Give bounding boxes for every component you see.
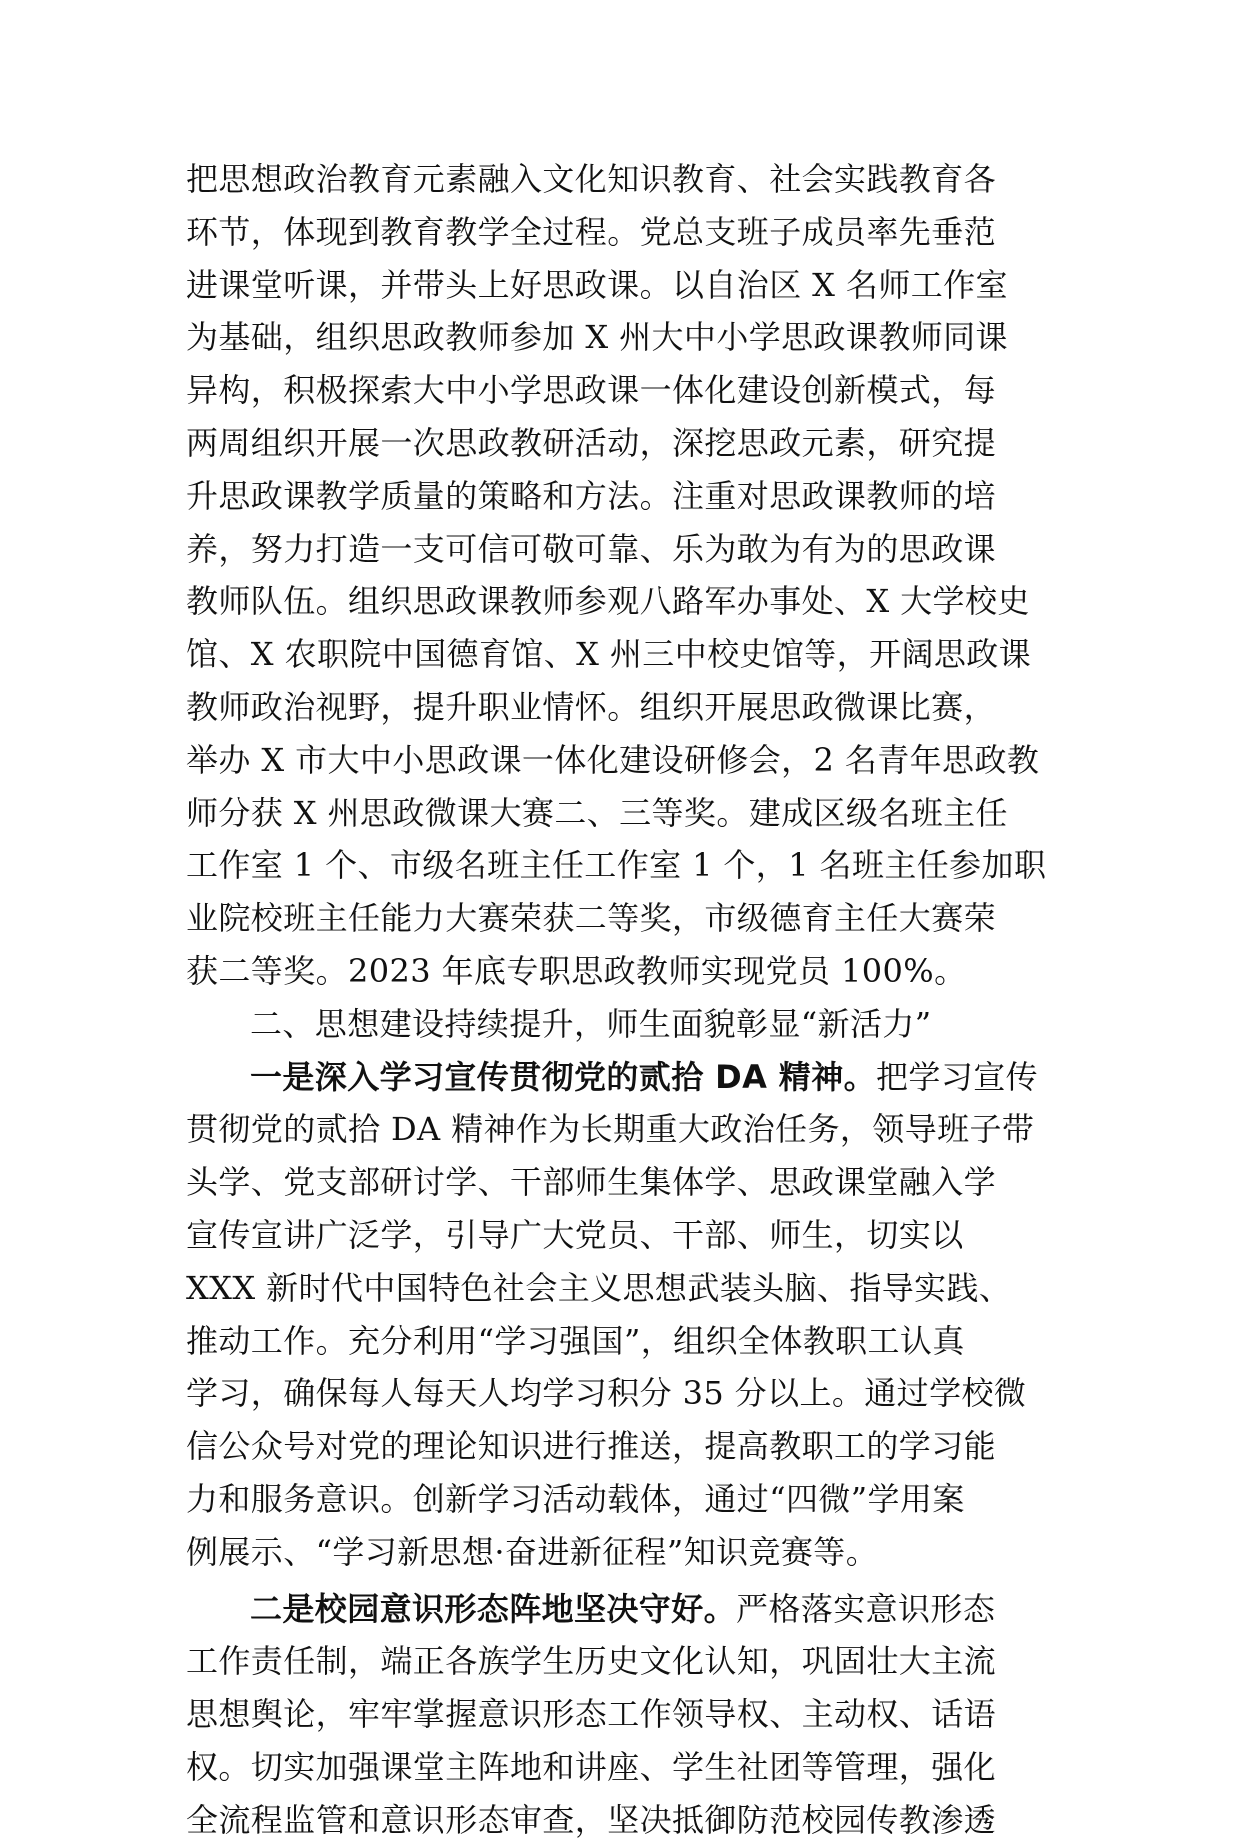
text-line: 进课堂听课，并带头上好思政课。以自治区 X 名师工作室 — [186, 265, 1008, 304]
text-line: 学习，确保每人每天人均学习积分 35 分以上。通过学校微 — [186, 1374, 1027, 1413]
text-line: 例展示、“学习新思想·奋进新征程”知识竞赛等。 — [186, 1532, 879, 1571]
paragraph-2 — [186, 1051, 1052, 1579]
paragraph-lead: 二是校园意识形态阵地坚决守好。 — [250, 1589, 737, 1628]
paragraph-lead-rest: 严格落实意识形态 — [736, 1589, 996, 1628]
paragraph-3 — [186, 1583, 1052, 1847]
text-line: 思想舆论，牢牢掌握意识形态工作领导权、主动权、话语 — [186, 1695, 997, 1734]
text-line: 头学、党支部研讨学、干部师生集体学、思政课堂融入学 — [186, 1163, 997, 1202]
text-line: 教师政治视野，提升职业情怀。组织开展思政微课比赛， — [186, 687, 997, 726]
text-line — [186, 1051, 1052, 1104]
text-line: 权。切实加强课堂主阵地和讲座、学生社团等管理，强化 — [186, 1747, 997, 1786]
text-line: 馆、X 农职院中国德育馆、X 州三中校史馆等，开阔思政课 — [186, 635, 1032, 674]
text-line: 推动工作。充分利用“学习强国”，组织全体教职工认真 — [186, 1321, 965, 1360]
text-line: 异构，积极探索大中小学思政课一体化建设创新模式，每 — [186, 371, 997, 410]
text-line: 举办 X 市大中小思政课一体化建设研修会，2 名青年思政教 — [186, 740, 1040, 779]
text-line: 教师队伍。组织思政课教师参观八路军办事处、X 大学校史 — [186, 582, 1030, 621]
text-line: 业院校班主任能力大赛荣获二等奖，市级德育主任大赛荣 — [186, 899, 997, 938]
text-line: 获二等奖。2023 年底专职思政教师实现党员 100%。 — [186, 951, 967, 990]
paragraph-lead: 一是深入学习宣传贯彻党的贰拾 DA 精神。 — [250, 1057, 877, 1096]
text-line: 力和服务意识。创新学习活动载体，通过“四微”学用案 — [186, 1479, 965, 1518]
text-line: 养，努力打造一支可信可敬可靠、乐为敢为有为的思政课 — [186, 529, 997, 568]
text-line: 两周组织开展一次思政教研活动，深挖思政元素，研究提 — [186, 423, 997, 462]
paragraph-lead-rest: 把学习宣传 — [876, 1057, 1039, 1096]
text-line: 贯彻党的贰拾 DA 精神作为长期重大政治任务，领导班子带 — [186, 1110, 1035, 1149]
text-line: 为基础，组织思政教师参加 X 州大中小学思政课教师同课 — [186, 318, 1008, 357]
text-line: 环节，体现到教育教学全过程。党总支班子成员率先垂范 — [186, 212, 997, 251]
text-line: 工作室 1 个、市级名班主任工作室 1 个，1 名班主任参加职 — [186, 846, 1047, 885]
text-line: XXX 新时代中国特色社会主义思想武装头脑、指导实践、 — [186, 1268, 1012, 1307]
section-heading: 二、思想建设持续提升，师生面貌彰显“新活力” — [250, 1004, 932, 1043]
text-line — [186, 1583, 1052, 1636]
document-body — [186, 153, 1052, 1847]
text-line: 把思想政治教育元素融入文化知识教育、社会实践教育各 — [186, 160, 997, 198]
text-line: 工作责任制，端正各族学生历史文化认知，巩固壮大主流 — [186, 1642, 997, 1681]
text-line: 升思政课教学质量的策略和方法。注重对思政课教师的培 — [186, 476, 997, 515]
text-line: 宣传宣讲广泛学，引导广大党员、干部、师生，切实以 — [186, 1215, 964, 1254]
text-line: 信公众号对党的理论知识进行推送，提高教职工的学习能 — [186, 1427, 997, 1466]
paragraph-1 — [186, 153, 1052, 998]
text-line: 师分获 X 州思政微课大赛二、三等奖。建成区级名班主任 — [186, 793, 1008, 832]
text-line: 全流程监管和意识形态审查，坚决抵御防范校园传教渗透 — [186, 1800, 997, 1839]
